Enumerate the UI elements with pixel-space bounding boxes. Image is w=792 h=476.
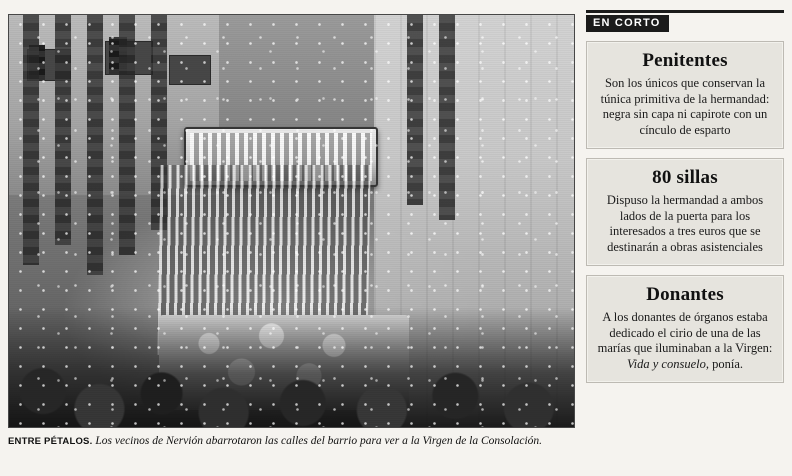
box-text-before: A los donantes de órganos estaba dedicado el cirio de una de las marías que iluminaban a la Virgen: xyxy=(597,310,773,355)
caption-text: Los vecinos de Nervión abarrotaron las calles del barrio para ver a la Virgen de la Consolación. xyxy=(95,435,543,447)
sidebar-top-rule xyxy=(586,10,784,13)
box-title: Donantes xyxy=(646,284,724,305)
box-text: Son los únicos que conservan la túnica primitiva de la hermandad: negra sin capa ni capirote con un cínculo de esparto xyxy=(600,76,770,137)
photo-column xyxy=(8,14,573,463)
box-text-after: ponía. xyxy=(709,356,744,371)
photo-caption xyxy=(8,435,573,448)
sidebar-box-donantes xyxy=(586,275,784,383)
box-title: 80 sillas xyxy=(652,167,718,188)
sidebar-box-penitentes xyxy=(586,41,784,149)
box-text: Dispuso la hermandad a ambos lados de la puerta para los interesados a tres euros que se destinarán a obras asistenciales xyxy=(606,193,764,254)
box-text-italic: Vida y consuelo, xyxy=(626,356,709,371)
box-title: Penitentes xyxy=(642,50,728,71)
en-corto-sidebar xyxy=(586,10,784,466)
photo-grain xyxy=(9,15,574,427)
box-text xyxy=(597,310,773,372)
caption-lead: ENTRE PÉTALOS. xyxy=(8,436,93,447)
procession-photo xyxy=(8,14,575,428)
sidebar-tag: EN CORTO xyxy=(586,15,669,32)
sidebar-box-sillas xyxy=(586,158,784,266)
